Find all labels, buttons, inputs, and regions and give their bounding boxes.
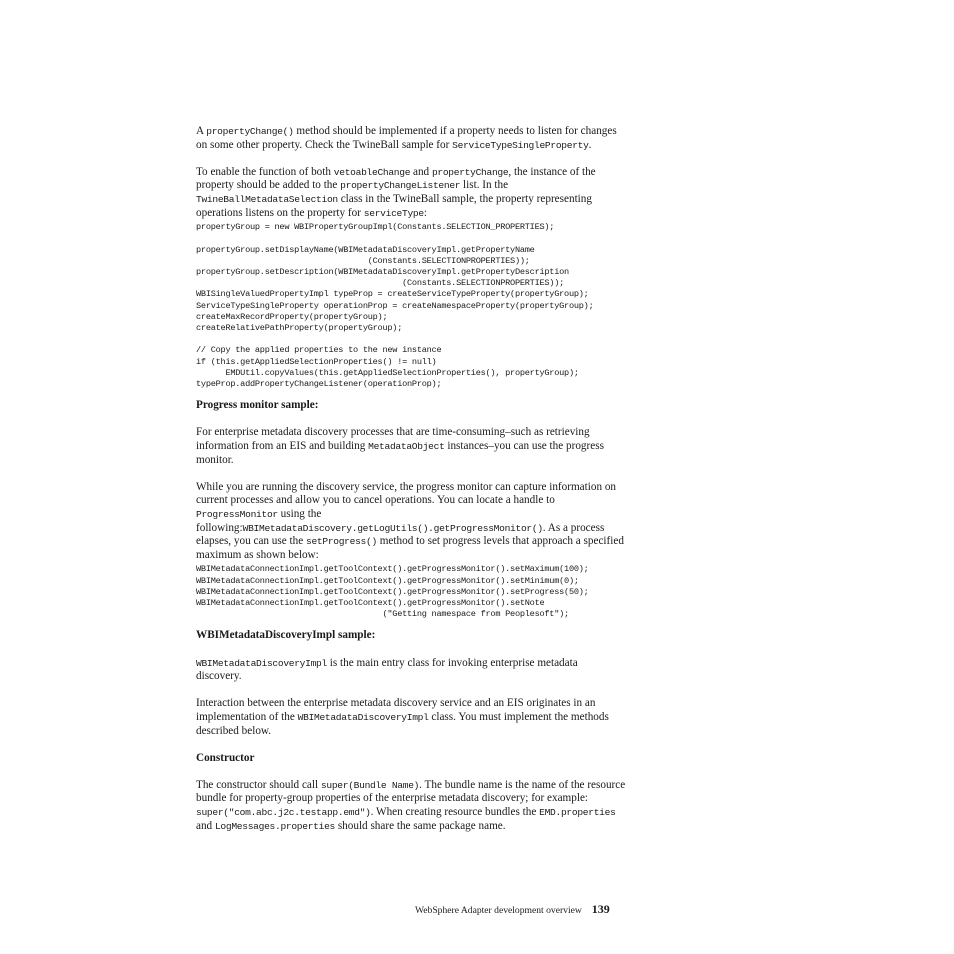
heading-constructor: Constructor bbox=[196, 751, 255, 764]
heading-progress-monitor: Progress monitor sample: bbox=[196, 399, 319, 412]
paragraph-constructor bbox=[196, 779, 626, 833]
inline-code: serviceType bbox=[363, 207, 424, 219]
text: and bbox=[196, 819, 215, 832]
code-block-progress-monitor: WBIMetadataConnectionImpl.getToolContext().getProgressMonitor().setMaximum(100); WBIMetadataConnectionImpl.getToolContext().getProgressMonitor().setMinimum(0); WBIMetadataConnectionImpl.getToolContext().getProgressMonitor().setProgress(50); WBIMetadataConnectionImpl.getToolContext().getProgressMonitor().setNote ("Getting namespace from Peoplesoft"); bbox=[196, 564, 589, 620]
inline-code: propertyChange bbox=[431, 166, 509, 178]
inline-code: WBIMetadataDiscovery.getLogUtils().getProgressMonitor() bbox=[242, 522, 543, 534]
text: . The bundle name is the name of the resource bundle for property-group properties of the enterprise metadata discovery; for example: bbox=[196, 778, 626, 805]
footer-title: WebSphere Adapter development overview bbox=[415, 905, 582, 916]
code-block-property-group: propertyGroup = new WBIPropertyGroupImpl(Constants.SELECTION_PROPERTIES); propertyGroup.setDisplayName(WBIMetadataDiscoveryImpl.getPropertyName (Constants.SELECTIONPROPERTIES)); propertyGroup.setDescription(WBIMetadataDiscoveryImpl.getPropertyDescription (Constants.SELECTIONPROPERTIES)); WBISingleValuedPropertyImpl typeProp = createServiceTypeProperty(propertyGroup); ServiceTypeSingleProperty operationProp = createNamespaceProperty(propertyGroup); createMaxRecordProperty(propertyGroup); createRelativePathProperty(propertyGroup); // Copy the applied properties to the new instance if (this.getAppliedSelectionProperties() != null) EMDUtil.copyValues(this.getAppliedSelectionProperties(), propertyGroup); typeProp.addPropertyChangeListener(operationProp); bbox=[196, 222, 594, 389]
heading-wbi-metadata-discovery: WBIMetadataDiscoveryImpl sample: bbox=[196, 629, 376, 642]
text: : bbox=[423, 206, 427, 219]
inline-code: WBIMetadataDiscoveryImpl bbox=[196, 657, 327, 669]
inline-code: TwineBallMetadataSelection bbox=[196, 193, 338, 205]
inline-code: MetadataObject bbox=[368, 440, 445, 452]
paragraph-wbi-interaction bbox=[196, 697, 626, 738]
text: method to set progress levels that approach a specified maximum as shown below: bbox=[196, 535, 624, 561]
text: Interaction between the enterprise metadata discovery service and an EIS originates in an implementation of the bbox=[196, 697, 596, 723]
text: and bbox=[410, 165, 432, 178]
text: method should be implemented if a property needs to listen for changes on some other property. Check the TwineBall sample for bbox=[196, 125, 617, 151]
inline-code: ServiceTypeSingleProperty bbox=[452, 139, 589, 151]
text: , the instance of the property should be added to the bbox=[196, 165, 596, 192]
inline-code: super("com.abc.j2c.testapp.emd") bbox=[196, 807, 371, 819]
document-body bbox=[196, 125, 626, 833]
text: class. You must implement the methods described below. bbox=[196, 710, 609, 737]
text: To enable the function of both bbox=[196, 165, 334, 178]
inline-code: super(Bundle Name) bbox=[320, 779, 420, 791]
paragraph-wbi-main-class bbox=[196, 657, 626, 684]
inline-code: EMD.properties bbox=[539, 807, 616, 819]
page-number: 139 bbox=[591, 902, 610, 916]
page-footer bbox=[415, 902, 635, 917]
text: While you are running the discovery service, the progress monitor can capture information on current processes and allow you to cancel operations. You can locate a handle to bbox=[196, 480, 617, 507]
inline-code: ProgressMonitor bbox=[196, 508, 278, 520]
text: A bbox=[196, 125, 207, 137]
inline-code: vetoableChange bbox=[333, 166, 411, 178]
inline-code: propertyChange() bbox=[206, 126, 294, 137]
inline-code: propertyChangeListener bbox=[340, 180, 461, 192]
inline-code: setProgress() bbox=[305, 536, 377, 548]
paragraph-enable-function bbox=[196, 166, 626, 220]
text: should share the same package name. bbox=[335, 819, 506, 832]
text: is the main entry class for invoking enterprise metadata discovery. bbox=[196, 656, 578, 683]
text: . When creating resource bundles the bbox=[370, 806, 540, 819]
text: using the following: bbox=[196, 507, 322, 534]
text: instances–you can use the progress monitor. bbox=[196, 439, 604, 466]
text: list. In the bbox=[460, 179, 509, 192]
text: . bbox=[588, 138, 592, 151]
text: . As a process elapses, you can use the bbox=[196, 521, 605, 548]
inline-code: LogMessages.properties bbox=[214, 820, 336, 832]
paragraph-property-change bbox=[196, 125, 626, 152]
text: The constructor should call bbox=[196, 778, 321, 791]
paragraph-progress-intro bbox=[196, 426, 626, 467]
paragraph-progress-usage bbox=[196, 481, 626, 563]
inline-code: WBIMetadataDiscoveryImpl bbox=[297, 711, 429, 723]
text: For enterprise metadata discovery processes that are time-consuming–such as retrieving information from an EIS and building bbox=[196, 426, 590, 452]
text: class in the TwineBall sample, the property representing operations listens on the property for bbox=[196, 192, 592, 219]
